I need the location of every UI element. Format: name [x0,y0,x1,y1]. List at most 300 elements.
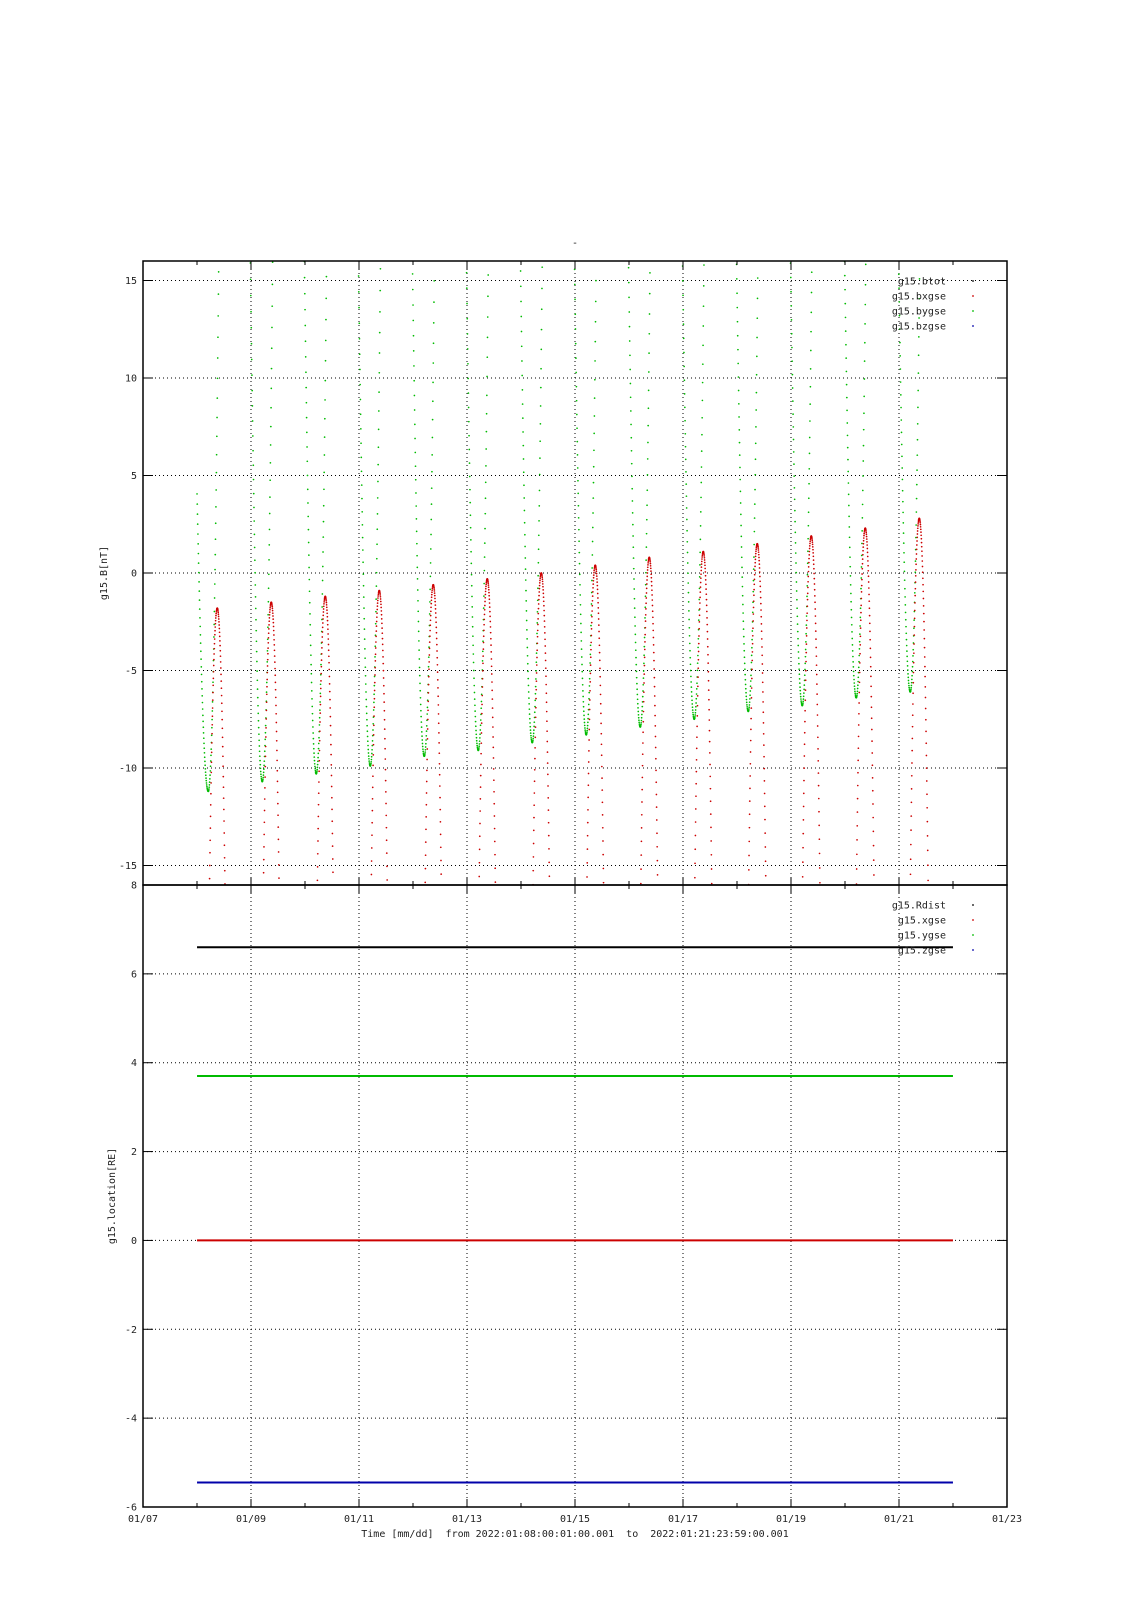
bygse-point [917,390,919,392]
bygse-point [576,427,578,429]
bygse-point [628,311,630,313]
bxgse-point [332,871,334,873]
bxgse-point [926,755,928,757]
bygse-point [697,669,699,671]
bygse-point [916,469,918,471]
bxgse-point [812,541,814,543]
bxgse-point [804,710,806,712]
bygse-point [322,536,324,538]
bygse-point [416,518,418,520]
bygse-point [432,419,434,421]
bxgse-point [645,597,647,599]
bxgse-point [912,714,914,716]
bygse-point [850,593,852,595]
bygse-point [593,466,595,468]
bxgse-point [428,684,430,686]
bxgse-point [381,622,383,624]
bygse-point [631,475,633,477]
bygse-point [691,691,693,693]
bxgse-point [816,704,818,706]
bygse-point [797,631,799,633]
bygse-point [325,319,327,321]
bygse-point [649,293,651,295]
bxgse-point [431,599,433,601]
bygse-point [318,748,320,750]
bygse-point [420,710,422,712]
bygse-point [695,712,697,714]
bxgse-point [916,549,918,551]
bygse-point [794,532,796,534]
bygse-point [854,693,856,695]
bygse-point [590,644,592,646]
bygse-point [696,688,698,690]
legend-label: g15.ygse [897,930,946,942]
bxgse-point [321,647,323,649]
bxgse-point [214,638,216,640]
bxgse-point [706,611,708,613]
bygse-point [641,714,643,716]
bxgse-point [490,651,492,653]
bxgse-point [318,781,320,783]
bygse-point [859,617,861,619]
bxgse-point [386,866,388,868]
bygse-point [413,380,415,382]
bygse-point [266,682,268,684]
bygse-point [858,667,860,669]
bxgse-point [602,840,604,842]
bxgse-point [600,713,602,715]
bxgse-point [221,695,223,697]
bygse-point [790,305,792,307]
bygse-point [749,694,751,696]
bxgse-point [481,695,483,697]
bxgse-point [750,740,752,742]
bygse-point [211,734,213,736]
bxgse-point [710,788,712,790]
bygse-point [430,534,432,536]
bxgse-point [269,614,271,616]
bottom-ticks [125,881,1007,1514]
bxgse-point [811,538,813,540]
bygse-point [364,638,366,640]
bygse-point [202,726,204,728]
bxgse-point [481,732,483,734]
bygse-point [748,708,750,710]
bygse-point [414,424,416,426]
bxgse-point [700,582,702,584]
bxgse-point [323,608,325,610]
bxgse-point [811,539,813,541]
bygse-point [691,695,693,697]
bygse-point [309,590,311,592]
bygse-point [577,480,579,482]
bxgse-point [430,603,432,605]
bxgse-point [317,840,319,842]
bygse-point [593,433,595,435]
bxgse-point [650,570,652,572]
bygse-point [644,606,646,608]
bygse-point [259,760,261,762]
bxgse-point [765,846,767,848]
bygse-point [582,684,584,686]
bxgse-point [544,638,546,640]
bygse-point [364,666,366,668]
bxgse-point [807,581,809,583]
y-tick-label: 6 [130,969,137,981]
bxgse-point [332,845,334,847]
bxgse-point [318,792,320,794]
bygse-point [753,544,755,546]
bygse-point [574,313,576,315]
bxgse-point [318,804,320,806]
bxgse-point [640,868,642,870]
bygse-point [529,722,531,724]
bygse-point [846,397,848,399]
bygse-point [468,435,470,437]
bygse-point [853,671,855,673]
bxgse-point [383,701,385,703]
bygse-point [322,593,324,595]
bygse-point [469,462,471,464]
bxgse-point [873,831,875,833]
bygse-point [209,778,211,780]
bygse-point [214,554,216,556]
bygse-point [851,638,853,640]
bxgse-point [808,566,810,568]
y-tick-label: 5 [130,471,137,482]
bxgse-point [640,854,642,856]
bxgse-point [704,562,706,564]
bxgse-point [860,619,862,621]
bygse-point [848,526,850,528]
bygse-point [581,656,583,658]
bxgse-point [542,578,544,580]
bxgse-point [922,566,924,568]
bygse-point [687,572,689,574]
bxgse-point [492,707,494,709]
bygse-point [576,400,578,402]
bxgse-point [220,667,222,669]
bxgse-point [321,666,323,668]
bxgse-point [426,804,428,806]
bygse-point [218,293,220,295]
bxgse-point [492,746,494,748]
bygse-point [738,403,740,405]
bygse-point [366,713,368,715]
bygse-point [262,777,264,779]
bxgse-point [549,875,551,877]
bygse-point [360,399,362,401]
bygse-point [475,733,477,735]
bygse-point [218,271,220,273]
bxgse-point [327,624,329,626]
bygse-point [539,490,541,492]
bxgse-point [871,729,873,731]
bygse-point [529,713,531,715]
bxgse-point [754,574,756,576]
bygse-point [309,602,311,604]
bxgse-point [487,581,489,583]
bxgse-point [921,538,923,540]
bxgse-point [698,628,700,630]
bxgse-point [916,540,918,542]
bygse-point [474,692,476,694]
bygse-point [634,616,636,618]
bygse-point [362,573,364,575]
bygse-point [700,539,702,541]
bxgse-point [595,567,597,569]
bygse-point [360,457,362,459]
bxgse-point [694,848,696,850]
bygse-point [307,488,309,490]
bxgse-point [914,617,916,619]
bygse-point [687,582,689,584]
bygse-point [527,671,529,673]
bxgse-point [494,867,496,869]
bygse-point [798,663,800,665]
legend-marker [972,280,974,282]
bxgse-point [317,828,319,830]
bxgse-point [326,604,328,606]
bxgse-point [748,855,750,857]
bxgse-point [483,635,485,637]
bxgse-point [328,649,330,651]
bygse-point [524,546,526,548]
bxgse-point [223,786,225,788]
bxgse-point [600,703,602,705]
bygse-point [803,684,805,686]
bxgse-point [319,750,321,752]
bygse-point [252,405,254,407]
bygse-point [637,711,639,713]
bxgse-point [861,591,863,593]
bygse-point [308,567,310,569]
bxgse-point [482,678,484,680]
bygse-point [378,391,380,393]
bxgse-point [910,829,912,831]
bygse-point [367,730,369,732]
bygse-point [429,613,431,615]
bygse-point [479,740,481,742]
bygse-point [755,442,757,444]
bygse-point [470,551,472,553]
bxgse-point [489,602,491,604]
bygse-point [533,733,535,735]
bxgse-point [704,557,706,559]
bxgse-point [426,748,428,750]
bygse-point [326,276,328,278]
bygse-point [200,634,202,636]
bxgse-point [219,640,221,642]
bxgse-point [759,567,761,569]
bxgse-point [548,822,550,824]
bygse-point [270,462,272,464]
bxgse-point [913,672,915,674]
bxgse-point [263,872,265,874]
bxgse-point [375,660,377,662]
bxgse-point [269,611,271,613]
bxgse-point [493,757,495,759]
bygse-point [215,506,217,508]
bygse-point [313,756,315,758]
bxgse-point [819,867,821,869]
bxgse-point [212,707,214,709]
bxgse-point [430,615,432,617]
legend-label: g15.bygse [891,306,946,318]
bygse-point [806,585,808,587]
bygse-point [756,317,758,319]
bxgse-point [697,685,699,687]
bxgse-point [371,860,373,862]
bygse-point [633,578,635,580]
bygse-point [427,707,429,709]
bxgse-point [485,583,487,585]
bygse-point [204,752,206,754]
bygse-point [740,502,742,504]
bxgse-point [211,724,213,726]
bxgse-point [656,806,658,808]
bygse-point [525,600,527,602]
bygse-point [305,387,307,389]
bygse-point [589,678,591,680]
bxgse-point [274,674,276,676]
bygse-point [593,449,595,451]
bygse-point [251,343,253,345]
bxgse-point [751,697,753,699]
bxgse-point [215,617,217,619]
bxgse-point [923,629,925,631]
bygse-point [430,562,432,564]
bygse-point [847,435,849,437]
bxgse-point [588,773,590,775]
bygse-point [417,600,419,602]
bxgse-point [598,631,600,633]
bygse-point [206,784,208,786]
bygse-point [905,612,907,614]
bxgse-point [812,549,814,551]
bxgse-point [750,718,752,720]
bygse-point [413,335,415,337]
bxgse-point [754,562,756,564]
bxgse-point [808,554,810,556]
bxgse-point [708,671,710,673]
bottom-legend [892,901,974,957]
bxgse-point [911,775,913,777]
bygse-point [849,556,851,558]
bxgse-point [808,562,810,564]
bygse-point [904,588,906,590]
bxgse-point [212,715,214,717]
bygse-point [915,524,917,526]
bxgse-point [326,612,328,614]
bxgse-point [274,661,276,663]
bxgse-point [425,854,427,856]
bxgse-point [859,662,861,664]
bxgse-point [809,548,811,550]
bygse-point [803,692,805,694]
bygse-point [530,732,532,734]
bxgse-point [808,558,810,560]
bygse-point [588,704,590,706]
bygse-point [377,497,379,499]
bygse-point [377,481,379,483]
bxgse-point [488,595,490,597]
bygse-point [797,638,799,640]
bxgse-point [872,817,874,819]
bxgse-point [705,575,707,577]
bygse-point [371,749,373,751]
bygse-point [431,487,433,489]
bygse-point [422,746,424,748]
bxgse-point [642,753,644,755]
bygse-point [577,467,579,469]
bygse-point [323,521,325,523]
bygse-point [907,673,909,675]
bxgse-point [326,606,328,608]
bxgse-point [482,662,484,664]
bygse-point [850,609,852,611]
bygse-point [904,596,906,598]
bxgse-point [920,528,922,530]
bxgse-point [856,825,858,827]
bygse-point [432,437,434,439]
bygse-point [903,542,905,544]
bygse-point [255,630,257,632]
bygse-point [698,599,700,601]
bxgse-point [382,644,384,646]
bygse-point [200,642,202,644]
bygse-point [467,363,469,365]
bxgse-point [491,665,493,667]
bygse-point [307,502,309,504]
bxgse-point [384,738,386,740]
bxgse-point [494,828,496,830]
bxgse-point [809,551,811,553]
bygse-point [526,610,528,612]
bygse-point [917,407,919,409]
bxgse-point [762,691,764,693]
bygse-point [595,280,597,282]
bygse-point [211,719,213,721]
bxgse-point [545,675,547,677]
bxgse-point [587,848,589,850]
bygse-point [737,335,739,337]
bygse-point [525,590,527,592]
bygse-point [643,646,645,648]
bxgse-point [213,665,215,667]
bygse-point [412,273,414,275]
bxgse-point [916,544,918,546]
bxgse-point [588,729,590,731]
bxgse-point [433,588,435,590]
bxgse-point [814,583,816,585]
bygse-point [859,625,861,627]
bxgse-point [655,770,657,772]
bygse-point [646,504,648,506]
bygse-point [269,529,271,531]
bxgse-point [485,591,487,593]
bxgse-point [920,534,922,536]
bxgse-point [213,653,215,655]
bygse-point [852,650,854,652]
bygse-point [595,301,597,303]
bygse-point [805,649,807,651]
bygse-point [378,428,380,430]
bygse-point [522,389,524,391]
y-tick-label: -2 [124,1324,137,1336]
bxgse-point [592,583,594,585]
bxgse-point [926,767,928,769]
